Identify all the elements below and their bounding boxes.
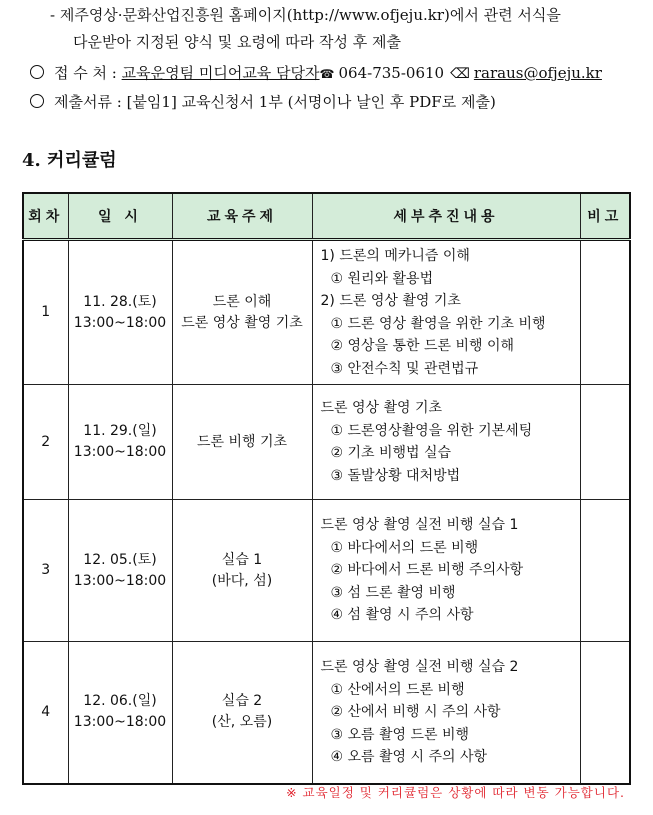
circle-bullet-icon — [30, 65, 44, 79]
header-note: 비고 — [580, 193, 630, 240]
topic-line-2: 드론 영상 촬영 기초 — [181, 314, 303, 331]
datetime-cell — [68, 642, 172, 784]
detail-line: ② 산에서 비행 시 주의 사항 — [330, 704, 501, 720]
detail-line: ④ 섬 촬영 시 주의 사항 — [330, 607, 474, 624]
round-cell: 3 — [23, 500, 68, 642]
contact-email[interactable]: raraus@ofjeju.kr — [473, 64, 602, 82]
time-text: 13:00~18:00 — [73, 714, 167, 731]
topic-line-1: 실습 1 — [221, 551, 263, 568]
intro-dash-line-2: 다운받아 지정된 양식 및 요령에 따라 작성 후 제출 — [73, 33, 401, 51]
details-cell — [312, 642, 580, 784]
datetime-cell — [68, 385, 172, 500]
date-text: 11. 29.(일) — [83, 423, 157, 439]
detail-line: ① 드론 영상 촬영을 위한 기초 비행 — [330, 315, 546, 332]
details-cell — [312, 500, 580, 642]
contact-label: 접 수 처 : — [54, 64, 117, 82]
detail-line: 드론 영상 촬영 기초 — [320, 400, 443, 416]
mail-icon: ⌫ — [450, 66, 470, 82]
curriculum-table — [22, 192, 631, 785]
note-cell — [580, 642, 630, 784]
docs-label: 제출서류 : — [54, 93, 122, 111]
table-row — [23, 500, 630, 642]
topic-cell — [172, 500, 312, 642]
topic-line-2: (산, 오름) — [211, 714, 273, 731]
date-text: 11. 28.(토) — [83, 293, 157, 310]
details-cell — [312, 385, 580, 500]
detail-line: ③ 오름 촬영 드론 비행 — [330, 726, 470, 743]
phone-icon: ☎ — [319, 67, 335, 81]
topic-line-1: 실습 2 — [221, 693, 263, 710]
time-text: 13:00~18:00 — [73, 444, 167, 460]
detail-line: 2) 드론 영상 촬영 기초 — [320, 293, 461, 309]
detail-line: 드론 영상 촬영 실전 비행 실습 2 — [320, 659, 519, 675]
detail-line: ② 기초 비행법 실습 — [330, 445, 452, 461]
date-text: 12. 05.(토) — [83, 551, 157, 568]
topic-cell — [172, 642, 312, 784]
table-row — [23, 385, 630, 500]
note-cell — [580, 385, 630, 500]
detail-line: ② 바다에서 드론 비행 주의사항 — [330, 562, 524, 579]
table-header-row — [23, 193, 630, 240]
time-text: 13:00~18:00 — [73, 314, 167, 331]
header-round: 회차 — [23, 193, 68, 240]
detail-line: 1) 드론의 메카니즘 이해 — [320, 248, 470, 264]
detail-line: ③ 돌발상황 대처방법 — [330, 467, 461, 484]
header-details: 세부추진내용 — [312, 193, 580, 240]
header-datetime: 일 시 — [68, 193, 172, 240]
detail-line: 드론 영상 촬영 실전 비행 실습 1 — [320, 517, 519, 534]
topic-cell — [172, 240, 312, 385]
round-cell: 1 — [23, 240, 68, 385]
contact-line — [30, 62, 602, 83]
detail-line: ① 원리와 활용법 — [330, 270, 434, 287]
time-text: 13:00~18:00 — [73, 572, 167, 589]
detail-line: ① 바다에서의 드론 비행 — [330, 539, 479, 556]
intro-dash-line-1: - 제주영상·문화산업진흥원 홈페이지(http://www.ofjeju.kr)에서 관련 서식을 — [50, 6, 561, 24]
topic-line-1: 드론 비행 기초 — [196, 433, 288, 450]
header-topic: 교육주제 — [172, 193, 312, 240]
schedule-footnote: ※ 교육일정 및 커리큘럼은 상황에 따라 변동 가능합니다. — [286, 785, 625, 800]
datetime-cell — [68, 240, 172, 385]
detail-line: ④ 오름 촬영 시 주의 사항 — [330, 749, 488, 765]
note-cell — [580, 240, 630, 385]
datetime-cell — [68, 500, 172, 642]
round-cell: 4 — [23, 642, 68, 784]
topic-line-1: 드론 이해 — [212, 293, 272, 310]
table-row — [23, 642, 630, 784]
date-text: 12. 06.(일) — [83, 693, 157, 710]
docs-text: [붙임1] 교육신청서 1부 (서명이나 날인 후 PDF로 제출) — [126, 93, 496, 111]
contact-dept: 교육운영팀 미디어교육 담당자 — [121, 64, 320, 82]
section-title: 4. 커리큘럼 — [22, 150, 117, 171]
topic-cell — [172, 385, 312, 500]
topic-line-2: (바다, 섬) — [211, 572, 273, 589]
table-row — [23, 240, 630, 385]
detail-line: ① 드론영상촬영을 위한 기본세팅 — [330, 422, 533, 439]
note-cell — [580, 500, 630, 642]
detail-line: ③ 섬 드론 촬영 비행 — [330, 584, 456, 601]
docs-line — [30, 91, 496, 112]
detail-line: ③ 안전수칙 및 관련법규 — [330, 360, 479, 377]
detail-line: ② 영상을 통한 드론 비행 이해 — [330, 338, 515, 354]
details-cell — [312, 240, 580, 385]
round-cell: 2 — [23, 385, 68, 500]
contact-phone: 064-735-0610 — [338, 64, 445, 82]
circle-bullet-icon — [30, 94, 44, 108]
detail-line: ① 산에서의 드론 비행 — [330, 681, 465, 698]
